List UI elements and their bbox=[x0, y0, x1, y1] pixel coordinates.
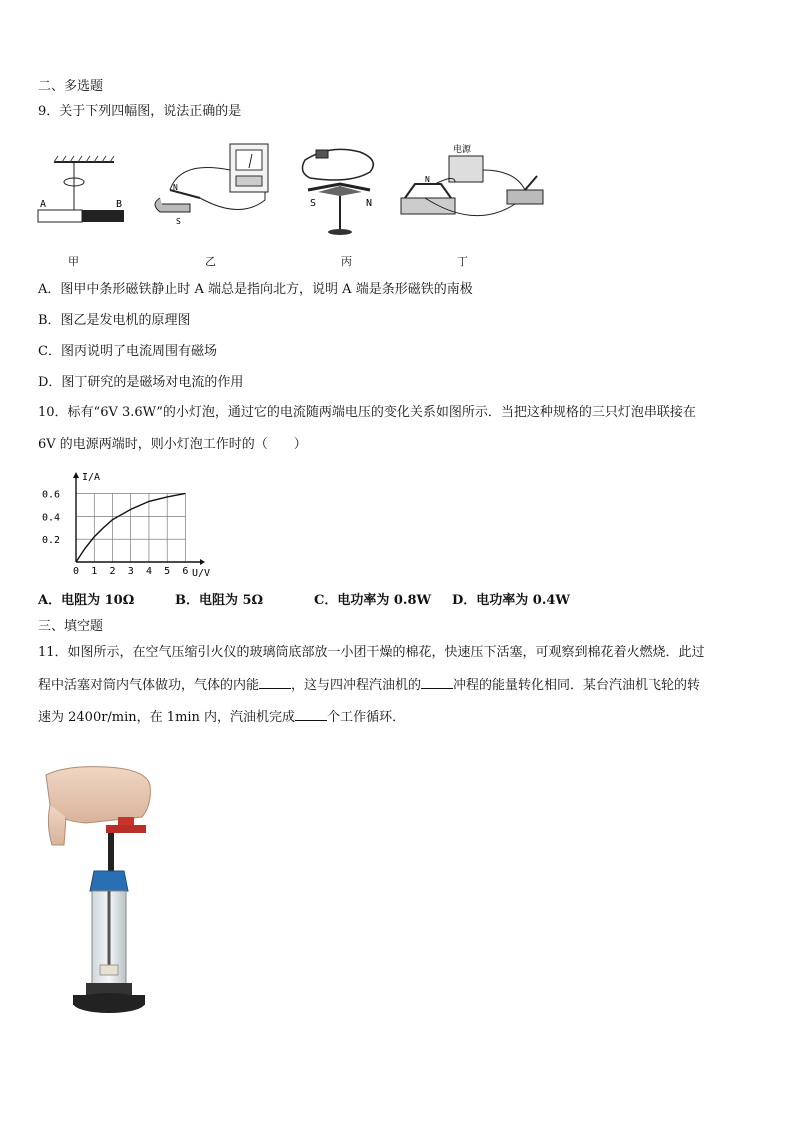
figure-label-jia: 甲 bbox=[68, 255, 79, 268]
label-s-yi: S bbox=[176, 217, 181, 226]
iu-chart bbox=[38, 470, 211, 582]
x-tick-label: 5 bbox=[164, 566, 171, 577]
figure-yi bbox=[140, 140, 280, 235]
figure-jia bbox=[34, 152, 134, 232]
x-tick-label: 6 bbox=[182, 566, 189, 577]
y-axis-arrow bbox=[73, 472, 79, 478]
q10-line-2: 6V 的电源两端时，则小灯泡工作时的（ ） bbox=[38, 437, 307, 452]
q9-option-c: C．图丙说明了电流周围有磁场 bbox=[38, 344, 217, 359]
q9-option-d: D．图丁研究的是磁场对电流的作用 bbox=[38, 375, 244, 390]
label-a-jia: A bbox=[40, 199, 47, 210]
blank-cycles[interactable] bbox=[295, 708, 327, 721]
y-tick-label: 0.4 bbox=[42, 512, 61, 524]
label-b-jia: B bbox=[116, 199, 123, 210]
x-tick-label: 1 bbox=[91, 566, 98, 577]
label-n-yi: N bbox=[173, 183, 178, 192]
y-tick-label: 0.2 bbox=[42, 535, 61, 547]
x-tick-label: 4 bbox=[145, 566, 152, 577]
q10-option-a: A．电阻为 10Ω bbox=[38, 593, 135, 608]
q9-option-a: A．图甲中条形磁铁静止时 A 端总是指向北方，说明 A 端是条形磁铁的南极 bbox=[38, 282, 473, 297]
chart-ylabel: I/A bbox=[82, 472, 101, 483]
q11-line-1: 11．如图所示，在空气压缩引火仪的玻璃筒底部放一小团干燥的棉花，快速压下活塞，可观察到棉花着火燃烧．此过 bbox=[38, 645, 705, 660]
q10-option-c: C．电功率为 0.8W bbox=[314, 593, 432, 608]
section-3-title: 三、填空题 bbox=[38, 619, 104, 634]
q10-option-d: D．电功率为 0.4W bbox=[452, 593, 571, 608]
figure-label-yi: 乙 bbox=[205, 255, 216, 268]
blank-internal-energy[interactable] bbox=[259, 676, 291, 689]
x-axis-arrow bbox=[200, 559, 205, 565]
q11-line-2-b: ，这与四冲程汽油机的 bbox=[291, 678, 422, 693]
x-tick-label: 0 bbox=[73, 566, 80, 577]
q9-option-b: B．图乙是发电机的原理图 bbox=[38, 313, 191, 328]
label-n-ding: N bbox=[425, 175, 430, 184]
q10-line-1: 10．标有“6V 3.6W”的小灯泡，通过它的电流随两端电压的变化关系如图所示．当把这种规格的三只灯泡串联接在 bbox=[38, 405, 696, 420]
chart-xlabel: U/V bbox=[192, 568, 211, 579]
q9-stem: 9．关于下列四幅图，说法正确的是 bbox=[38, 104, 242, 119]
q11-line-2 bbox=[38, 676, 700, 695]
y-tick-label: 0.6 bbox=[42, 489, 61, 501]
figure-ding bbox=[395, 140, 555, 230]
q11-line-2-c: 冲程的能量转化相同．某台汽油机飞轮的转 bbox=[453, 678, 701, 693]
q10-option-b: B．电阻为 5Ω bbox=[175, 593, 264, 608]
q11-line-3-a: 速为 2400r/min，在 1min 内，汽油机完成 bbox=[38, 710, 296, 725]
figure-label-ding: 丁 bbox=[457, 255, 468, 268]
q11-line-3-b: 个工作循环． bbox=[327, 710, 406, 725]
section-2-title: 二、多选题 bbox=[38, 79, 104, 94]
figure-bing bbox=[290, 140, 390, 240]
x-tick-label: 2 bbox=[109, 566, 116, 577]
blank-stroke[interactable] bbox=[421, 676, 453, 689]
figure-label-bing: 丙 bbox=[341, 255, 352, 268]
label-s-bing: S bbox=[310, 198, 317, 209]
label-n-bing: N bbox=[366, 198, 373, 209]
air-compression-igniter-photo bbox=[46, 765, 166, 1027]
q11-line-3 bbox=[38, 708, 405, 727]
label-source-ding: 电源 bbox=[453, 145, 472, 155]
q11-line-2-a: 程中活塞对筒内气体做功，气体的内能 bbox=[38, 678, 260, 693]
x-tick-label: 3 bbox=[127, 566, 134, 577]
